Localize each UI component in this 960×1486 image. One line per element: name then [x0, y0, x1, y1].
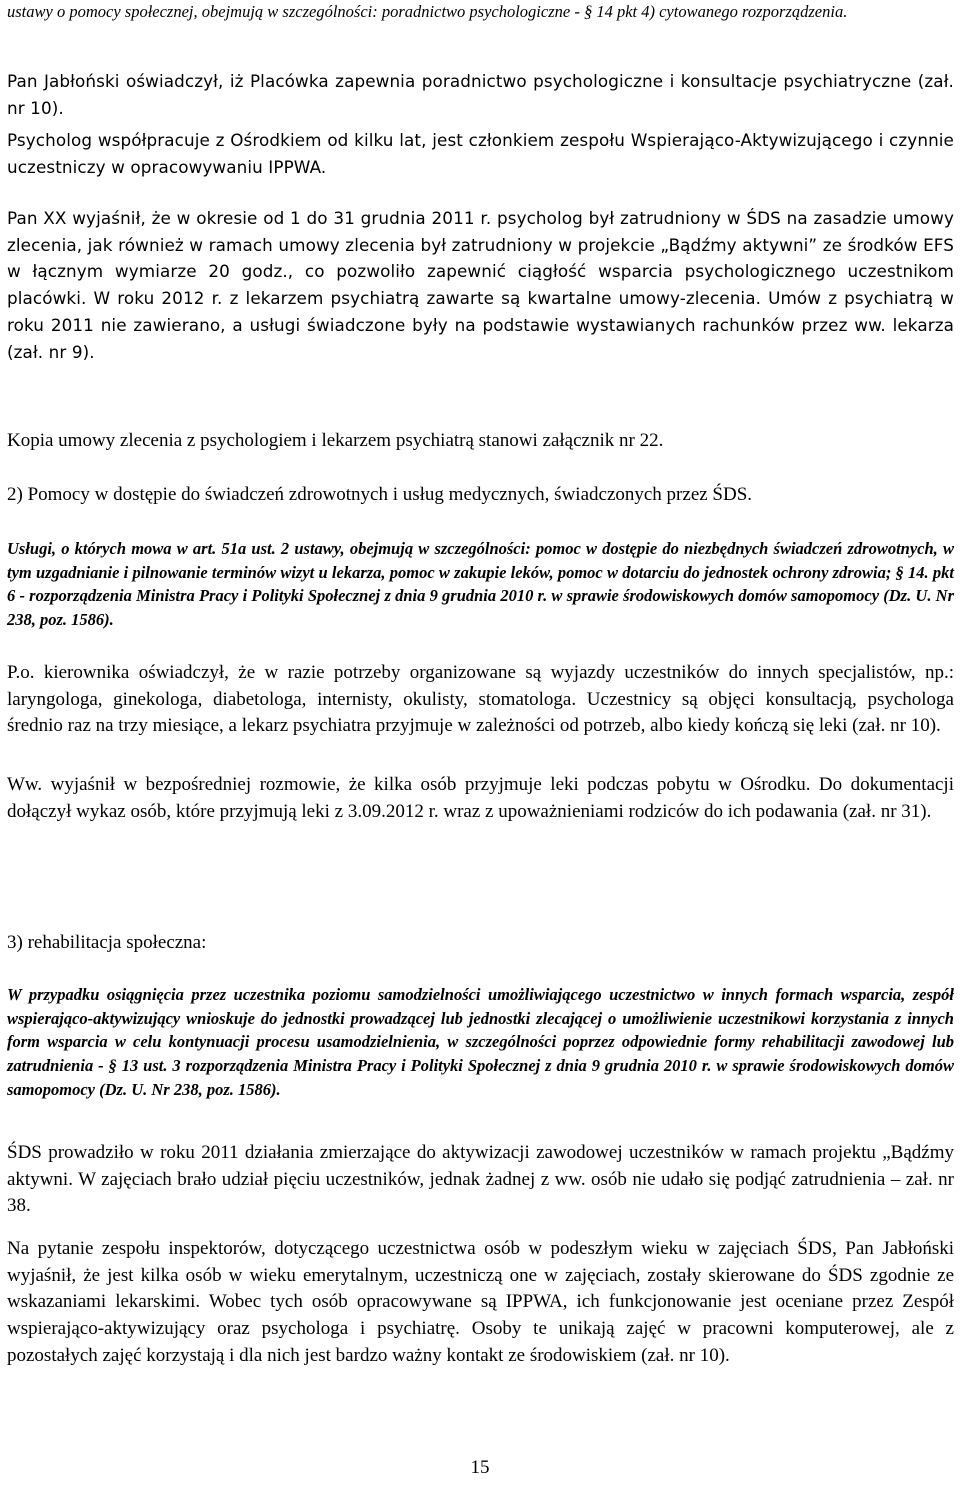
paragraph-medication-list: Ww. wyjaśnił w bezpośredniej rozmowie, że kilka osób przyjmuje leki podczas pobytu w Ośrodku. Do dokumentacji dołączył wykaz osób, które przyjmują leki z 3.09.2012 r. wraz z upoważnieniami rodziców do ich podawania (zał. nr 31). — [7, 774, 954, 822]
page-number: 15 — [470, 1457, 490, 1478]
paragraph-elderly-participants: Na pytanie zespołu inspektorów, dotyczącego uczestnictwa osób w podeszłym wieku w zajęciach ŚDS, Pan Jabłoński wyjaśnił, że jest kilka osób w wieku emerytalnym, uczestniczą one w zajęciach, zostały skierowane do ŚDS zgodnie ze wskazaniami lekarskimi. Wobec tych osób opracowywane są IPPWA, ich funkcjonowanie jest oceniane przez Zespół wspierająco-aktywizujący oraz psychologa i psychiatrę. Osoby te unikają zajęć w pracowni komputerowej, ale z pozostałych zajęć korzystają i dla nich jest bardzo ważny kontakt ze środowiskiem (zał. nr 10). — [7, 1238, 954, 1366]
section-heading-health-access: 2) Pomocy w dostępie do świadczeń zdrowotnych i usług medycznych, świadczonych przez ŚDS. — [7, 484, 753, 505]
paragraph-contract-copy: Kopia umowy zlecenia z psychologiem i lekarzem psychiatrą stanowi załącznik nr 22. — [7, 430, 664, 451]
section-heading-social-rehabilitation: 3) rehabilitacja społeczna: — [7, 932, 207, 953]
paragraph-psychologist-cooperation: Psycholog współpracuje z Ośrodkiem od kilku lat, jest członkiem zespołu Wspierająco-Aktywizującego i czynnie uczestniczy w opracowywaniu IPPWA. — [7, 130, 954, 177]
paragraph-jablonski-statement: Pan Jabłoński oświadczył, iż Placówka zapewnia poradnictwo psychologiczne i konsultacje psychiatryczne (zał. nr 10). — [7, 71, 954, 118]
paragraph-intro-citation: ustawy o pomocy społecznej, obejmują w szczególności: poradnictwo psychologiczne - § 14 pkt 4) cytowanego rozporządzenia. — [7, 2, 848, 21]
paragraph-employment-explanation: Pan XX wyjaśnił, że w okresie od 1 do 31 grudnia 2011 r. psycholog był zatrudniony w ŚDS na zasadzie umowy zlecenia, jak również w ramach umowy zlecenia był zatrudniony w projekcie „Bądźmy aktywni” ze środków EFS w łącznym wymiarze 20 godz., co pozwoliło zapewnić ciągłość wsparcia psychologicznego uczestnikom placówki. W roku 2012 r. z lekarzem psychiatrą zawarte są kwartalne umowy-zlecenia. Umów z psychiatrą w roku 2011 nie zawierano, a usługi świadczone były na podstawie wystawianych rachunków przez ww. lekarza (zał. nr 9). — [7, 208, 954, 362]
paragraph-regulation-services: Usługi, o których mowa w art. 51a ust. 2 ustawy, obejmują w szczególności: pomoc w dostępie do niezbędnych świadczeń zdrowotnych, w tym uzgadnianie i pilnowanie terminów wizyt u lekarza, pomoc w zakupie leków, pomoc w dotarciu do jednostek ochrony zdrowia; § 14. pkt 6 - rozporządzenia Ministra Pracy i Polityki Społecznej z dnia 9 grudnia 2010 r. w sprawie środowiskowych domów samopomocy (Dz. U. Nr 238, poz. 1586). — [7, 539, 954, 630]
paragraph-professional-activation: ŚDS prowadziło w roku 2011 działania zmierzające do aktywizacji zawodowej uczestników w ramach projektu „Bądźmy aktywni. W zajęciach brało udział pięciu uczestników, jednak żadnej z ww. osób nie udało się podjąć zatrudnienia – zał. nr 38. — [7, 1142, 954, 1217]
paragraph-regulation-rehabilitation: W przypadku osiągnięcia przez uczestnika poziomu samodzielności umożliwiającego uczestnictwo w innych formach wsparcia, zespół wspierająco-aktywizujący wnioskuje do jednostki prowadzącej lub jednostki zlecającej o umożliwienie uczestnikowi korzystania z innych form wsparcia w celu kontynuacji procesu usamodzielnienia, w szczególności poprzez odpowiednie formy rehabilitacji zawodowej lub zatrudnienia - § 13 ust. 3 rozporządzenia Ministra Pracy i Polityki Społecznej z dnia 9 grudnia 2010 r. w sprawie środowiskowych domów samopomocy (Dz. U. Nr 238, poz. 1586). — [7, 985, 954, 1099]
paragraph-manager-statement: P.o. kierownika oświadczył, że w razie potrzeby organizowane są wyjazdy uczestników do innych specjalistów, np.: laryngologa, ginekologa, diabetologa, internisty, okulisty, stomatologa. Uczestnicy są objęci konsultacją, psychologa średnio raz na trzy miesiące, a lekarz psychiatra przyjmuje w zależności od potrzeb, albo kiedy kończą się leki (zał. nr 10). — [7, 662, 954, 737]
